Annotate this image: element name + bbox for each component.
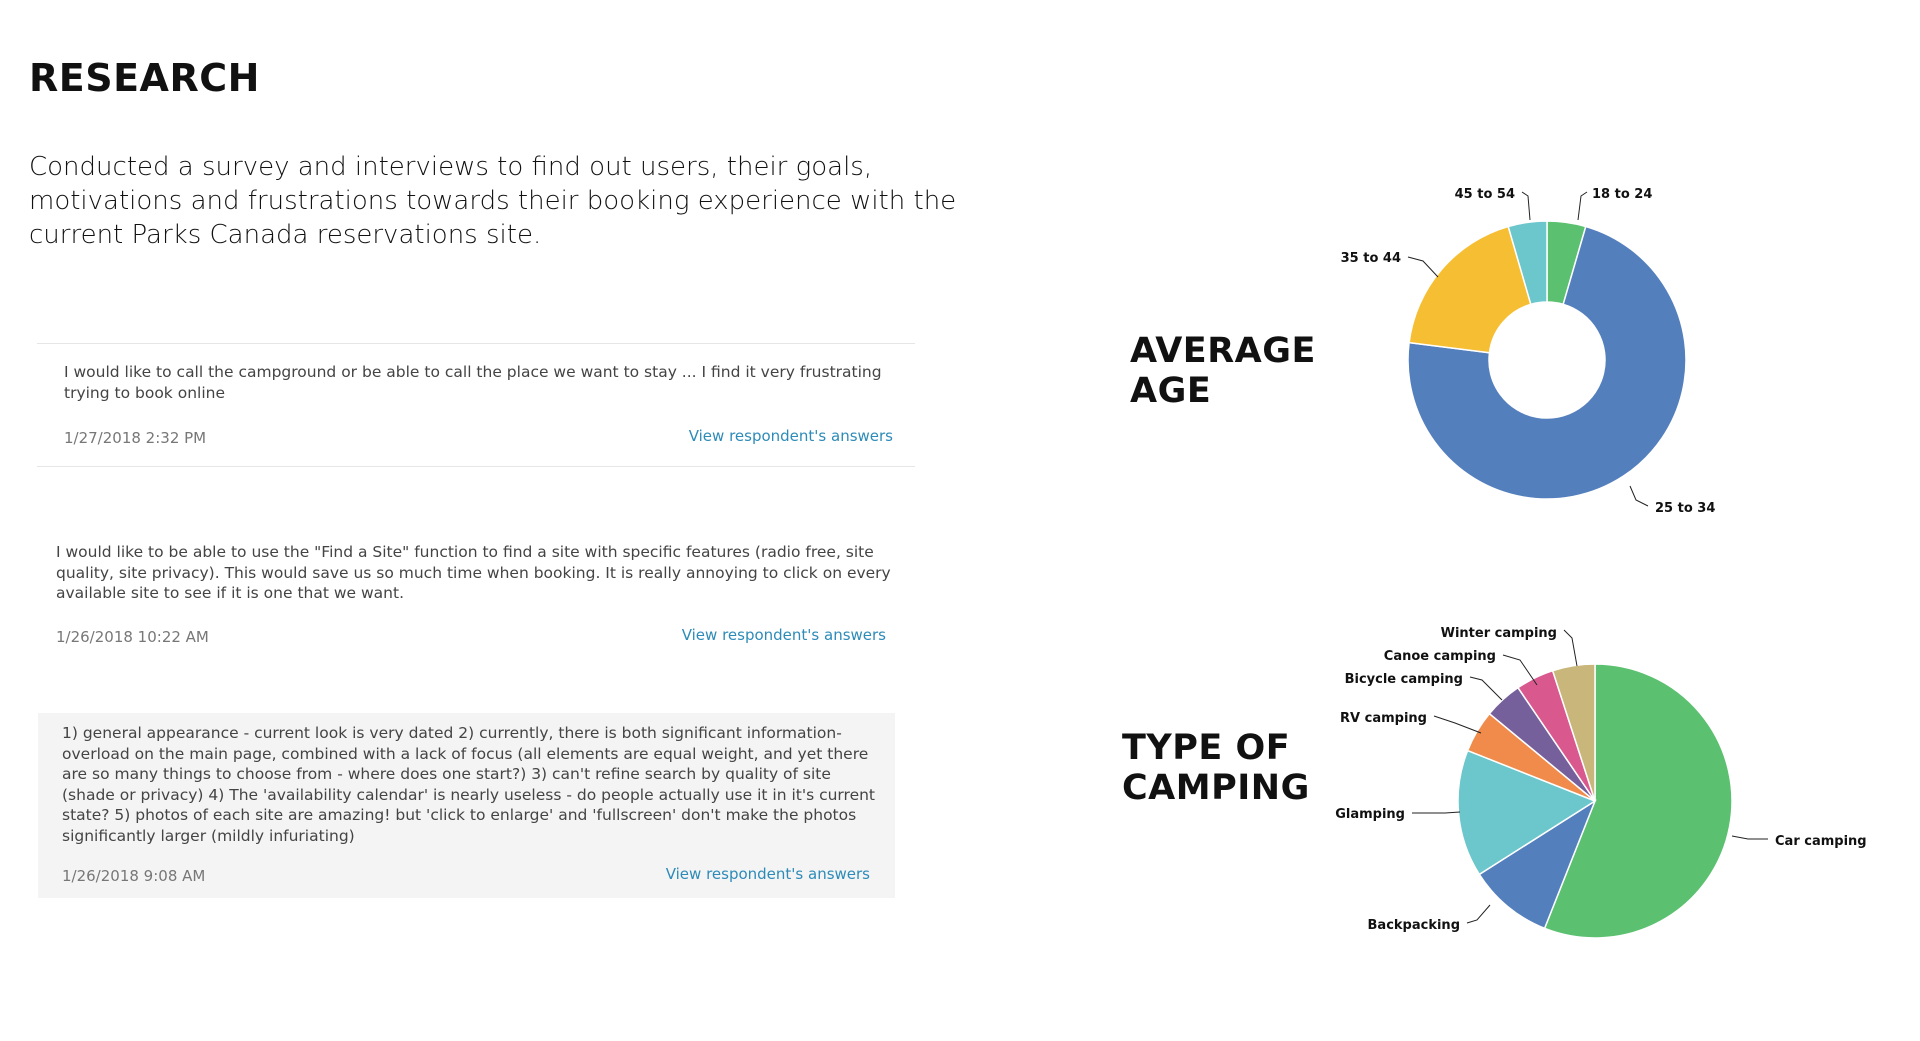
leader-line-45-to-54 [1522, 192, 1530, 220]
slice-label-bicycle-camping: Bicycle camping [1344, 672, 1463, 687]
leader-line-bicycle-camping [1470, 677, 1502, 700]
view-respondent-answers-link[interactable]: View respondent's answers [665, 865, 870, 883]
response-text: I would like to be able to use the "Find a Site" function to find a site with specific features (radio free, site quality, site privacy). This would save us so much time when booking. It is really annoying to click on every available site to see if it is one that we want. [56, 543, 891, 602]
slice-label-45-to-54: 45 to 54 [1454, 187, 1515, 202]
leader-line-glamping [1412, 812, 1460, 813]
slice-label-canoe-camping: Canoe camping [1383, 649, 1496, 664]
leader-line-car-camping [1732, 836, 1768, 839]
type-of-camping-heading: TYPE OF CAMPING [1122, 728, 1310, 808]
response-date: 1/26/2018 9:08 AM [62, 867, 206, 885]
slice-label-backpacking: Backpacking [1367, 918, 1460, 933]
pie-slice-35-to-44 [1409, 227, 1531, 353]
response-text: 1) general appearance - current look is very dated 2) currently, there is both significant information-overload on the main page, combined with a lack of focus (all elements are equal weight, and yet there are so many things to choose from - where does one start?) 3) can't refine search by quality of site (shade or privacy) 4) The 'availability calendar' is nearly useless - do people actually use it in it's current state? 5) photos of each site are amazing! but 'click to enlarge' and 'fullscreen' don't make the photos significantly larger (mildly infuriating) [62, 724, 876, 845]
view-respondent-answers-link[interactable]: View respondent's answers [688, 427, 893, 445]
slice-label-rv-camping: RV camping [1340, 711, 1427, 726]
view-respondent-answers-link[interactable]: View respondent's answers [681, 626, 886, 644]
slice-label-glamping: Glamping [1335, 807, 1405, 822]
leader-line-18-to-24 [1578, 192, 1587, 220]
leader-line-rv-camping [1434, 716, 1481, 733]
leader-line-backpacking [1467, 905, 1490, 923]
average-age-heading: AVERAGE AGE [1130, 331, 1316, 411]
response-date: 1/27/2018 2:32 PM [64, 429, 207, 447]
page-title: RESEARCH [29, 56, 260, 100]
leader-line-35-to-44 [1408, 257, 1438, 277]
response-text: I would like to call the campground or be able to call the place we want to stay ... I find it very frustrating trying to book online [64, 363, 882, 402]
slice-label-25-to-34: 25 to 34 [1655, 501, 1716, 516]
slice-label-18-to-24: 18 to 24 [1592, 187, 1653, 202]
slice-label-winter-camping: Winter camping [1440, 626, 1557, 641]
leader-line-25-to-34 [1630, 486, 1648, 506]
slice-label-car-camping: Car camping [1775, 834, 1867, 849]
response-date: 1/26/2018 10:22 AM [56, 628, 209, 646]
intro-paragraph: Conducted a survey and interviews to find out users, their goals, motivations and frustrations towards their booking experience with the current Parks Canada reservations site. [29, 152, 957, 250]
slice-label-35-to-44: 35 to 44 [1340, 251, 1401, 266]
leader-line-winter-camping [1564, 630, 1577, 666]
